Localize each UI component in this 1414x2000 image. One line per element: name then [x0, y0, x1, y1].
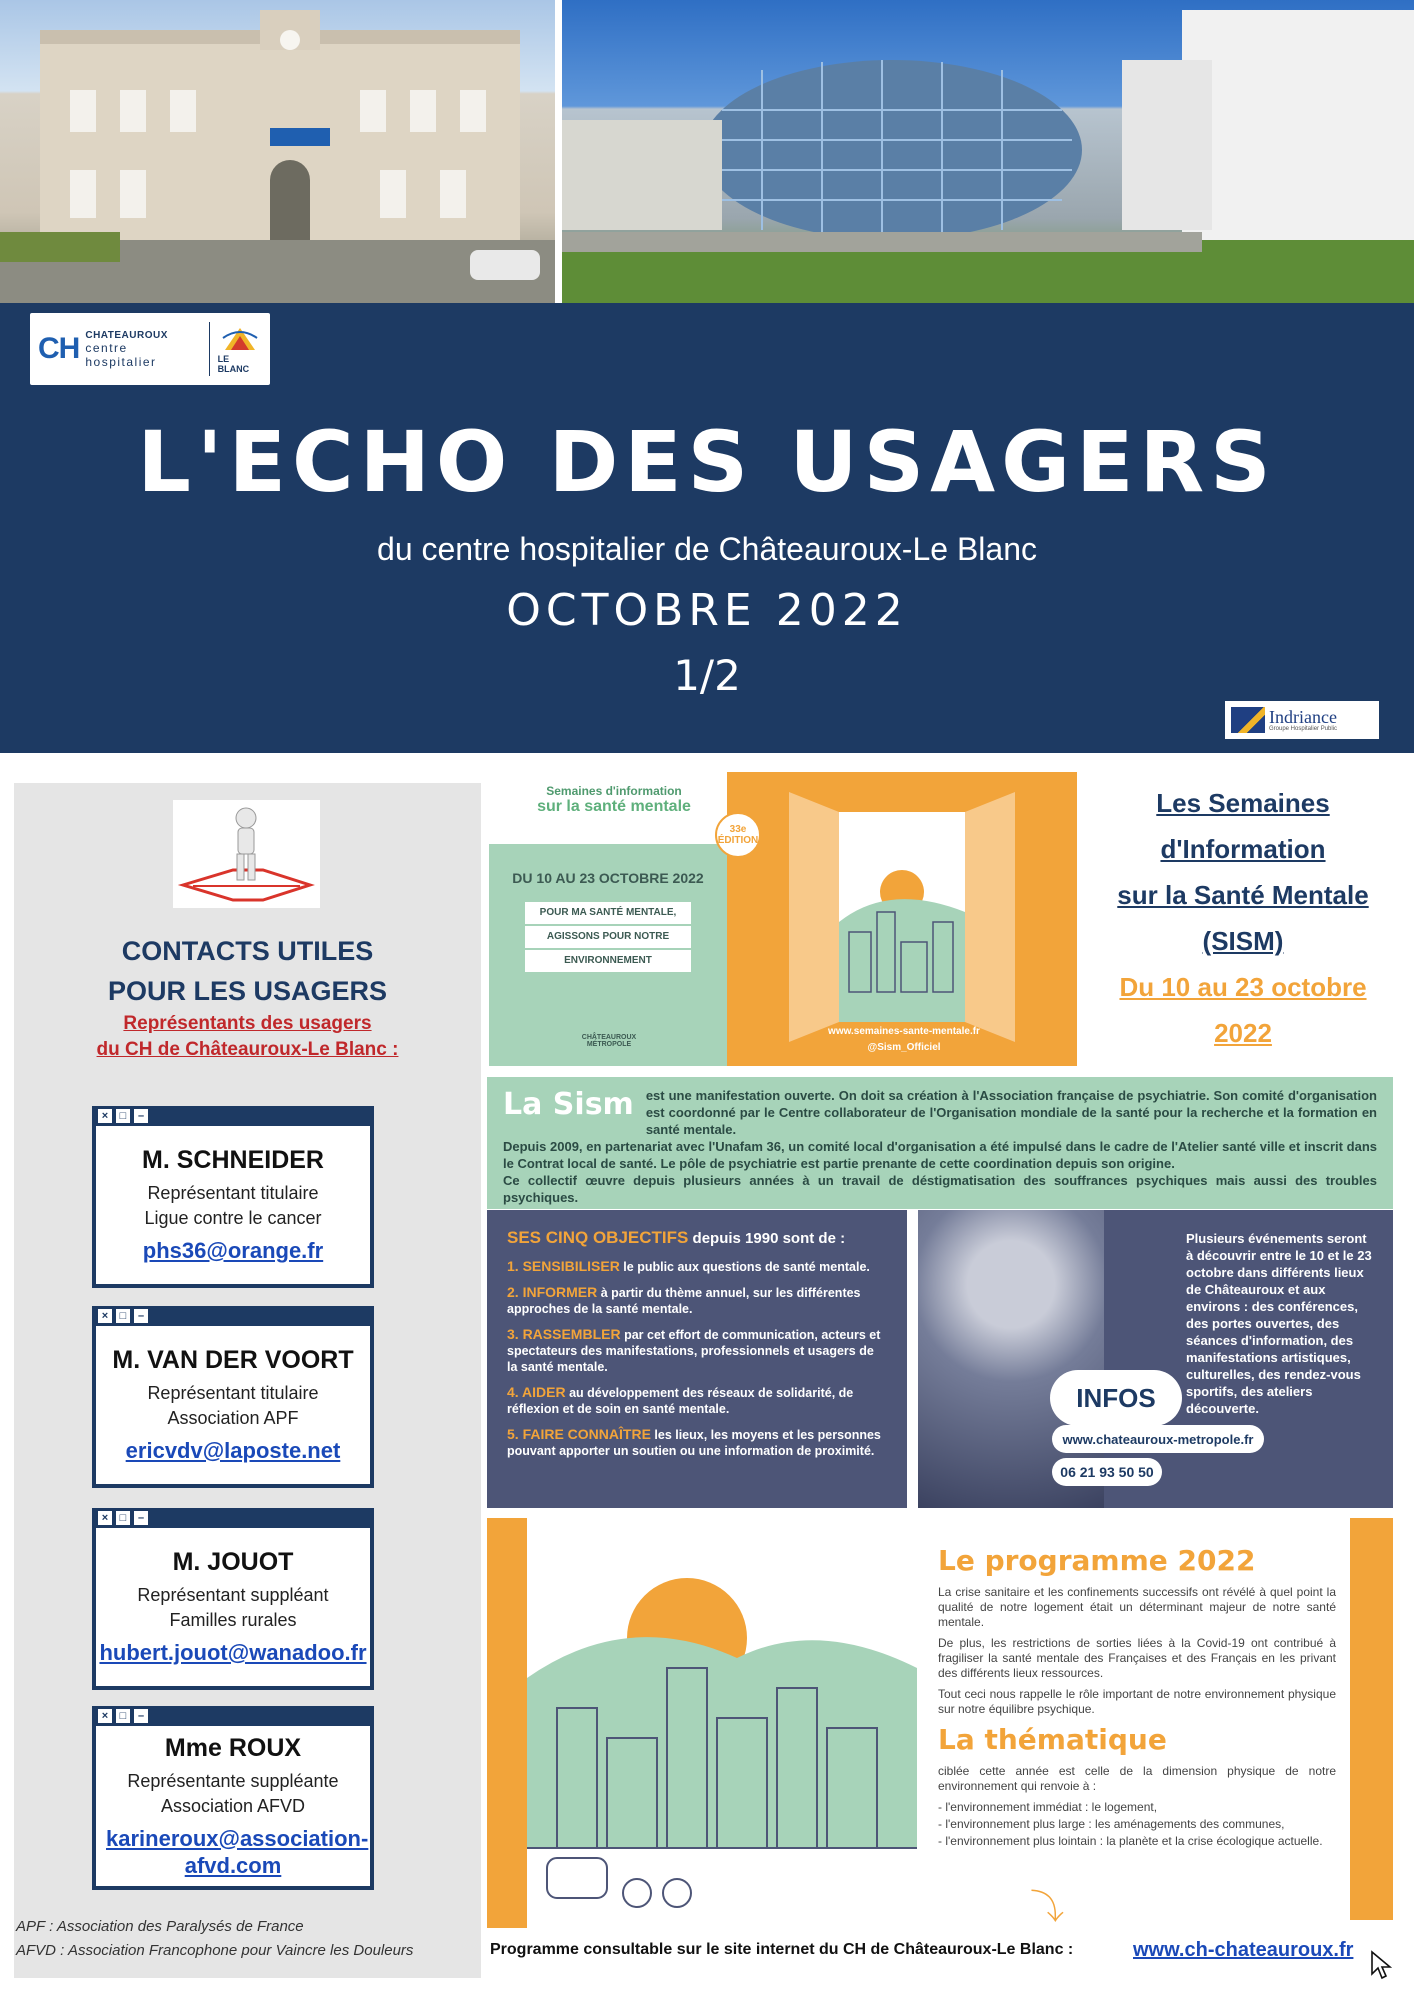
poster-slogan	[525, 902, 691, 972]
events-text: Plusieurs événements seront à découvrir entre le 10 et le 23 octobre dans différents lieux de Châteauroux et aux environs : des conférences, des portes ouvertes, des séances d'information, des manifestations artistiques, culturelles, des rendez-vous sportifs, des ateliers découverte.	[1186, 1231, 1372, 1416]
theme-item: - l'environnement immédiat : le logement,	[938, 1800, 1158, 1814]
programme-paragraph: La crise sanitaire et les confinements successifs ont révélé à quel point la qualité de notre logement était un déterminant majeur de notre santé mentale.	[938, 1585, 1336, 1629]
contact-role: Représentant suppléant	[137, 1585, 329, 1605]
contact-role: Représentant titulaire	[147, 1183, 319, 1203]
objectives-box	[487, 1210, 907, 1508]
close-icon: ×	[98, 1309, 112, 1323]
contact-name: Mme ROUX	[164, 1733, 302, 1762]
contact-name: M. VAN DER VOORT	[112, 1346, 354, 1374]
contacts-subtitle-line2: du CH de Châteauroux-Le Blanc :	[96, 1039, 399, 1060]
card-window-bar	[96, 1306, 370, 1326]
objective-item	[507, 1326, 887, 1375]
objective-item	[507, 1426, 887, 1459]
city-illustration	[487, 1518, 917, 1928]
close-icon: ×	[98, 1709, 112, 1723]
objective-text: le public aux questions de santé mentale.	[623, 1260, 870, 1274]
theme-title: La thématique	[938, 1723, 1167, 1756]
edition-badge: 33e ÉDITION	[715, 812, 761, 858]
contact-email-link[interactable]: karineroux@association-afvd.com	[106, 1825, 369, 1878]
la-sism-box	[487, 1077, 1393, 1209]
website-link[interactable]: www.ch-chateauroux.fr	[1133, 1939, 1354, 1961]
contact-organization: Familles rurales	[169, 1610, 297, 1630]
infos-label: INFOS	[1050, 1370, 1182, 1426]
objectives-title	[507, 1228, 887, 1248]
infos-website: www.chateauroux-metropole.fr	[1052, 1425, 1264, 1453]
newsletter-month: OCTOBRE 2022	[506, 585, 908, 636]
contact-name: M. SCHNEIDER	[142, 1146, 324, 1174]
programme-title: Le programme 2022	[938, 1544, 1256, 1577]
poster-brand-line2: sur la santé mentale	[537, 798, 691, 815]
objectives-title-rest: depuis 1990 sont de :	[692, 1230, 846, 1247]
objectives-title-keyword: SES CINQ OBJECTIFS	[507, 1228, 689, 1247]
contact-email-link[interactable]: ericvdv@laposte.net	[125, 1438, 341, 1463]
indriance-logo	[1225, 701, 1379, 739]
programme-footer-text: Programme consultable sur le site internet du CH de Châteauroux-Le Blanc :	[490, 1941, 1074, 1958]
contact-role: Représentante suppléante	[127, 1770, 339, 1791]
contact-card	[92, 1508, 374, 1690]
contact-name: M. JOUOT	[172, 1548, 294, 1576]
la-sism-title: La Sism	[503, 1087, 634, 1122]
objective-text: à partir du thème annuel, sur les différentes approches de la santé mentale.	[507, 1286, 861, 1316]
objective-text: au développement des réseaux de solidarité, de réflexion et de soin en santé mentale.	[507, 1386, 854, 1416]
contact-organization: Ligue contre le cancer	[144, 1208, 322, 1228]
slogan-line: ENVIRONNEMENT	[525, 950, 691, 972]
theme-item: - l'environnement plus large : les aménagements des communes,	[938, 1817, 1285, 1831]
mouse-pointer-icon	[1370, 1950, 1392, 1980]
programme-paragraph: De plus, les restrictions de sorties liées à la Covid-19 ont contribué à fragiliser la santé mentale des Françaises et des Français en les privant des différents lieux ressources.	[938, 1636, 1336, 1680]
theme-item: - l'environnement plus lointain : la planète et la crise écologique actuelle.	[938, 1834, 1323, 1848]
contact-card	[92, 1106, 374, 1288]
sism-heading-line: (SISM)	[1202, 926, 1284, 956]
sism-dates-line1: Du 10 au 23 octobre	[1119, 972, 1367, 1002]
contact-organization: Association APF	[167, 1408, 299, 1428]
slogan-line: AGISSONS POUR NOTRE	[525, 926, 691, 948]
programme-orange-band	[1350, 1518, 1393, 1920]
contacts-title-line1: CONTACTS UTILES	[121, 936, 374, 966]
objective-text: par cet effort de communication, acteurs et spectateurs des manifestations, professionnels et usagers de la santé mentale.	[507, 1328, 881, 1374]
minimize-icon: –	[134, 1709, 148, 1723]
curved-arrow-icon: ⤵	[1030, 1889, 1064, 1927]
maximize-icon: □	[116, 1309, 130, 1323]
la-sism-paragraph: est une manifestation ouverte. On doit sa création à l'Association française de psychiatrie. Son comité d'organisation est coordonné par le Centre collaborateur de l'Organisation mondiale de la santé pour la recherche et la formation en santé mentale.	[645, 1088, 1377, 1137]
sism-heading	[1088, 780, 1398, 1056]
programme-text-panel	[920, 1518, 1350, 1928]
card-window-bar	[96, 1106, 370, 1126]
maximize-icon: □	[116, 1511, 130, 1525]
objective-item	[507, 1284, 887, 1317]
objective-keyword: 1. SENSIBILISER	[507, 1258, 620, 1274]
indriance-mark-icon	[1231, 707, 1265, 733]
contact-email-link[interactable]: hubert.jouot@wanadoo.fr	[99, 1640, 367, 1665]
sism-dates-line2: 2022	[1214, 1018, 1272, 1048]
le-blanc-logo-icon	[221, 324, 259, 354]
minimize-icon: –	[134, 1511, 148, 1525]
indriance-name: Indriance	[1269, 707, 1337, 727]
contacts-title	[14, 931, 481, 1011]
header-banner	[0, 303, 1414, 753]
footnote-apf: APF : Association des Paralysés de France	[16, 1918, 304, 1935]
la-sism-paragraph: Depuis 2009, en partenariat avec l'Unafam 36, un comité local d'organisation a été impulsé dans le cadre de l'Atelier santé ville et inscrit dans le Contrat local de santé. Le pôle de psychiatrie est partie prenante de cette coordination depuis son origine.	[503, 1139, 1377, 1171]
objective-keyword: 2. INFORMER	[507, 1284, 598, 1300]
footnote-afvd: AFVD : Association Francophone pour Vaincre les Douleurs	[16, 1942, 414, 1959]
ch-chateauroux-logo	[30, 313, 270, 385]
infos-phone: 06 21 93 50 50	[1052, 1458, 1162, 1486]
newsletter-title: L'ECHO DES USAGERS	[137, 413, 1277, 511]
theme-intro: ciblée cette année est celle de la dimension physique de notre environnement qui renvoie à :	[938, 1764, 1336, 1793]
newsletter-subtitle: du centre hospitalier de Châteauroux-Le Blanc	[377, 531, 1037, 567]
contact-card	[92, 1706, 374, 1890]
maximize-icon: □	[116, 1709, 130, 1723]
page-number: 1/2	[673, 651, 741, 700]
close-icon: ×	[98, 1511, 112, 1525]
objective-item	[507, 1258, 887, 1275]
sism-heading-line: sur la Santé Mentale	[1117, 880, 1369, 910]
indriance-tagline: Groupe Hospitalier Public	[1269, 726, 1338, 732]
sism-heading-line: Les Semaines	[1156, 788, 1330, 818]
objective-keyword: 5. FAIRE CONNAÎTRE	[507, 1426, 651, 1442]
minimize-icon: –	[134, 1109, 148, 1123]
card-window-bar	[96, 1508, 370, 1528]
logo-tagline: centre hospitalier	[85, 340, 157, 369]
objective-text: les lieux, les moyens et les personnes pouvant apporter un soutien ou une information de proximité.	[507, 1428, 881, 1458]
hospital-photo-left	[0, 0, 555, 303]
contact-organization: Association AFVD	[160, 1795, 306, 1816]
sism-heading-line: d'Information	[1160, 834, 1326, 864]
contacts-subtitle	[14, 1011, 481, 1063]
contacts-subtitle-line1: Représentants des usagers	[123, 1013, 372, 1034]
contact-card	[92, 1306, 374, 1488]
card-window-bar	[96, 1706, 370, 1726]
logo-city: CHATEAUROUX	[85, 329, 168, 341]
poster-dates: DU 10 AU 23 OCTOBRE 2022	[512, 870, 704, 886]
poster-brand	[529, 784, 699, 816]
poster-website: www.semaines-sante-mentale.fr	[828, 1026, 980, 1037]
hospital-photo-right	[562, 0, 1414, 303]
crossroads-person-illustration	[173, 800, 320, 908]
logo-le-blanc-text: LE BLANC	[217, 354, 250, 374]
maximize-icon: □	[116, 1109, 130, 1123]
poster-metropole: CHÂTEAUROUX MÉTROPOLE	[581, 1034, 637, 1048]
sism-poster	[489, 772, 1077, 1066]
contacts-title-line2: POUR LES USAGERS	[107, 976, 388, 1006]
slogan-line: POUR MA SANTÉ MENTALE,	[525, 902, 691, 924]
close-icon: ×	[98, 1109, 112, 1123]
programme-paragraph: Tout ceci nous rappelle le rôle important de notre environnement physique sur notre équilibre psychique.	[938, 1687, 1336, 1716]
objective-keyword: 3. RASSEMBLER	[507, 1326, 621, 1342]
la-sism-paragraph: Ce collectif œuvre depuis plusieurs années à un travail de déstigmatisation des souffrances psychiques mais aussi des troubles psychiques.	[503, 1173, 1377, 1205]
ch-logo-mark: CH	[38, 332, 80, 365]
contact-role: Représentant titulaire	[147, 1383, 319, 1403]
poster-social: @Sism_Officiel	[867, 1042, 941, 1053]
contact-email-link[interactable]: phs36@orange.fr	[142, 1238, 324, 1263]
objective-item	[507, 1384, 887, 1417]
minimize-icon: –	[134, 1309, 148, 1323]
objective-keyword: 4. AIDER	[507, 1384, 566, 1400]
poster-brand-line1: Semaines d'information	[546, 784, 682, 798]
